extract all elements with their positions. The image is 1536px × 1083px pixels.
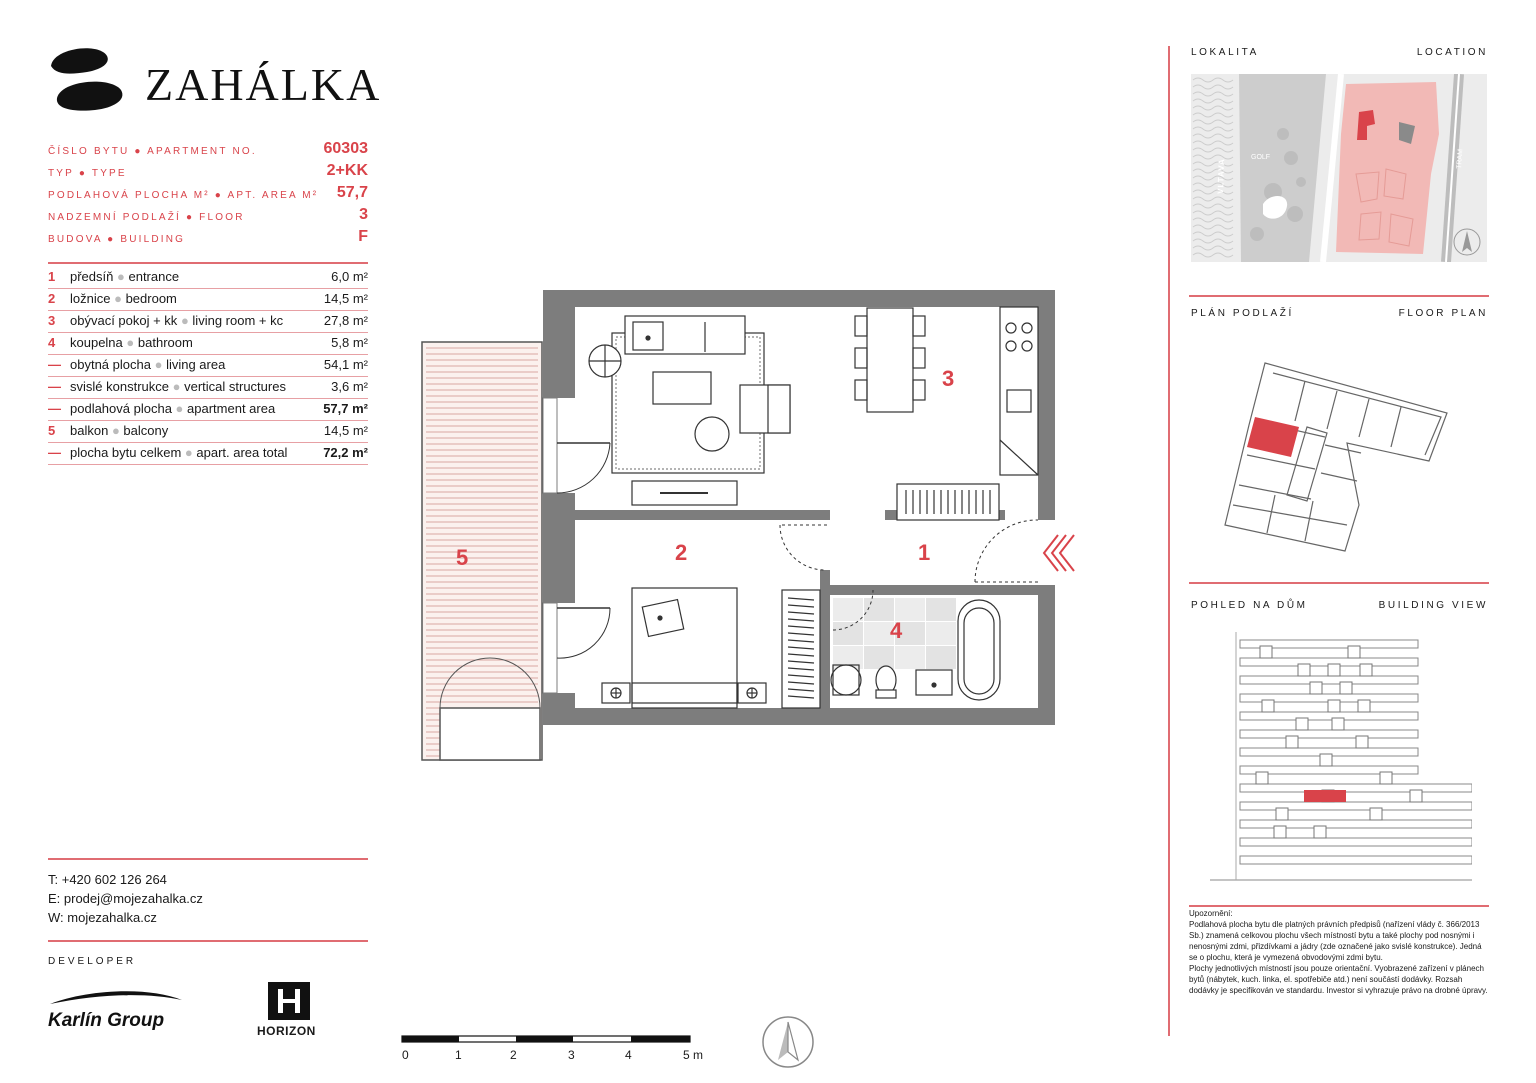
room-area: 14,5 m² bbox=[323, 291, 368, 306]
apartment-floor-plan bbox=[400, 280, 1080, 780]
room-label-4: 4 bbox=[890, 618, 903, 643]
room-name: podlahová plocha ● apartment area bbox=[70, 401, 276, 416]
room-name: ložnice ● bedroom bbox=[70, 291, 177, 306]
room-row bbox=[48, 266, 368, 289]
info-row-building bbox=[48, 228, 368, 250]
divider bbox=[1189, 295, 1489, 297]
bedroom-furniture bbox=[602, 588, 820, 708]
info-row-floor bbox=[48, 206, 368, 228]
info-row-type bbox=[48, 162, 368, 184]
karlin-group-logo: Karlín Group bbox=[48, 1010, 165, 1031]
room-number: 4 bbox=[48, 335, 56, 350]
horizon-logo-icon bbox=[268, 982, 310, 1020]
room-name: koupelna ● bathroom bbox=[70, 335, 193, 350]
map-label-golf: GOLF bbox=[1251, 154, 1271, 161]
info-value: 2+KK bbox=[326, 162, 368, 179]
location-label-en: LOCATION bbox=[1416, 47, 1488, 58]
scale-tick: 4 bbox=[625, 1048, 632, 1062]
scale-tick: 5 m bbox=[683, 1048, 704, 1062]
room-label-1: 1 bbox=[918, 540, 931, 565]
room-name: obývací pokoj + kk ● living room + kc bbox=[70, 313, 284, 328]
info-row-area bbox=[48, 184, 368, 206]
scale-tick: 0 bbox=[402, 1048, 409, 1062]
north-arrow-icon bbox=[760, 1014, 816, 1070]
info-value: 3 bbox=[359, 206, 368, 223]
info-label: PODLAHOVÁ PLOCHA M² ● APT. AREA M² bbox=[48, 190, 319, 201]
room-area: 57,7 m² bbox=[323, 401, 368, 416]
room-row bbox=[48, 442, 368, 465]
info-label: TYP ● TYPE bbox=[48, 168, 127, 179]
room-row bbox=[48, 376, 368, 399]
room-name: svislé konstrukce ● vertical structures bbox=[70, 379, 286, 394]
brand-wordmark: ZAHÁLKA bbox=[145, 59, 382, 110]
room-area: 3,6 m² bbox=[331, 379, 368, 394]
room-name: předsíň ● entrance bbox=[70, 269, 180, 284]
room-area: 14,5 m² bbox=[323, 423, 368, 438]
room-row bbox=[48, 398, 368, 421]
notice-paragraph: Plochy jednotlivých místností jsou pouze orientační. Vyobrazené zařízení v plánech bytů (nábytek, kuch. linka, el. spotřebiče atd.) není součástí dodávky. Rozsah dodávky je specifikován ve standardu. Investor si vyhrazuje právo na drobné úpravy. bbox=[1189, 964, 1488, 995]
balcony bbox=[422, 342, 542, 760]
room-label-2: 2 bbox=[675, 540, 688, 565]
room-row bbox=[48, 288, 368, 311]
contact-web: W: mojezahalka.cz bbox=[48, 910, 157, 925]
contact-phone: T: +420 602 126 264 bbox=[48, 872, 167, 887]
info-value: 60303 bbox=[323, 140, 368, 157]
contact-email: E: prodej@mojezahalka.cz bbox=[48, 891, 203, 906]
room-number: — bbox=[48, 401, 61, 416]
room-row bbox=[48, 332, 368, 355]
location-label-cz: LOKALITA bbox=[1191, 47, 1259, 58]
notice bbox=[1189, 908, 1489, 996]
zahalka-logo-icon bbox=[47, 46, 127, 114]
building-elevation bbox=[1210, 632, 1472, 888]
room-row bbox=[48, 420, 368, 443]
room-area: 6,0 m² bbox=[331, 269, 368, 284]
scale-tick: 2 bbox=[510, 1048, 517, 1062]
horizon-logo-text: HORIZON bbox=[257, 1024, 316, 1038]
bathroom-furniture bbox=[831, 598, 1000, 700]
room-label-3: 3 bbox=[942, 366, 955, 391]
scale-tick: 1 bbox=[455, 1048, 462, 1062]
building-view-label-cz: POHLED NA DŮM bbox=[1191, 600, 1308, 611]
room-row bbox=[48, 310, 368, 333]
location-map bbox=[1191, 74, 1487, 262]
room-number: — bbox=[48, 379, 61, 394]
notice-title: Upozornění: bbox=[1189, 909, 1233, 918]
notice-paragraph: Podlahová plocha bytu dle platných právních předpisů (nařízení vlády č. 366/2013 Sb.) znamená celkovou plochu všech místností bytu a také plochy pod nosnými i nenosnými zdmi, přizdívkami a jádry (zde označené jako svislé konstrukce). Jedná se o plochu, která je vymezená obvodovými zdmi bytu. bbox=[1189, 920, 1482, 962]
room-name: obytná plocha ● living area bbox=[70, 357, 226, 372]
info-row-apartment-no bbox=[48, 140, 368, 162]
divider bbox=[1189, 582, 1489, 584]
info-label: NADZEMNÍ PODLAŽÍ ● FLOOR bbox=[48, 212, 245, 223]
room-number: 3 bbox=[48, 313, 56, 328]
developer-label: DEVELOPER bbox=[48, 956, 137, 967]
room-number: 5 bbox=[48, 423, 56, 438]
info-label: ČÍSLO BYTU ● APARTMENT NO. bbox=[48, 146, 257, 157]
room-area: 54,1 m² bbox=[323, 357, 368, 372]
room-label-5: 5 bbox=[456, 545, 469, 570]
info-value: F bbox=[358, 228, 368, 245]
room-area: 5,8 m² bbox=[331, 335, 368, 350]
divider bbox=[48, 262, 368, 264]
room-area: 72,2 m² bbox=[323, 445, 368, 460]
divider bbox=[48, 858, 368, 860]
building-view-label-en: BUILDING VIEW bbox=[1378, 600, 1488, 611]
divider bbox=[48, 940, 368, 942]
entrance-arrow-icon bbox=[1044, 535, 1074, 571]
floor-key-plan bbox=[1215, 355, 1460, 560]
room-name: balkon ● balcony bbox=[70, 423, 169, 438]
column-divider bbox=[1168, 46, 1170, 1036]
floor-plan-label-cz: PLÁN PODLAŽÍ bbox=[1191, 308, 1294, 319]
floor-plan-label-en: FLOOR PLAN bbox=[1398, 308, 1488, 319]
scale-bar bbox=[400, 1034, 695, 1046]
room-number: 1 bbox=[48, 269, 56, 284]
room-number: 2 bbox=[48, 291, 56, 306]
room-name: plocha bytu celkem ● apart. area total bbox=[70, 445, 288, 460]
room-area: 27,8 m² bbox=[323, 313, 368, 328]
scale-tick: 3 bbox=[568, 1048, 575, 1062]
map-label-tram: TRAM bbox=[1456, 148, 1465, 170]
divider bbox=[1189, 905, 1489, 907]
room-number: — bbox=[48, 445, 61, 460]
map-label-river: VLTAVA bbox=[1216, 158, 1227, 195]
info-label: BUDOVA ● BUILDING bbox=[48, 234, 186, 245]
karlin-swoosh-icon bbox=[46, 988, 186, 1006]
info-value: 57,7 bbox=[336, 184, 368, 201]
room-row bbox=[48, 354, 368, 377]
room-number: — bbox=[48, 357, 61, 372]
